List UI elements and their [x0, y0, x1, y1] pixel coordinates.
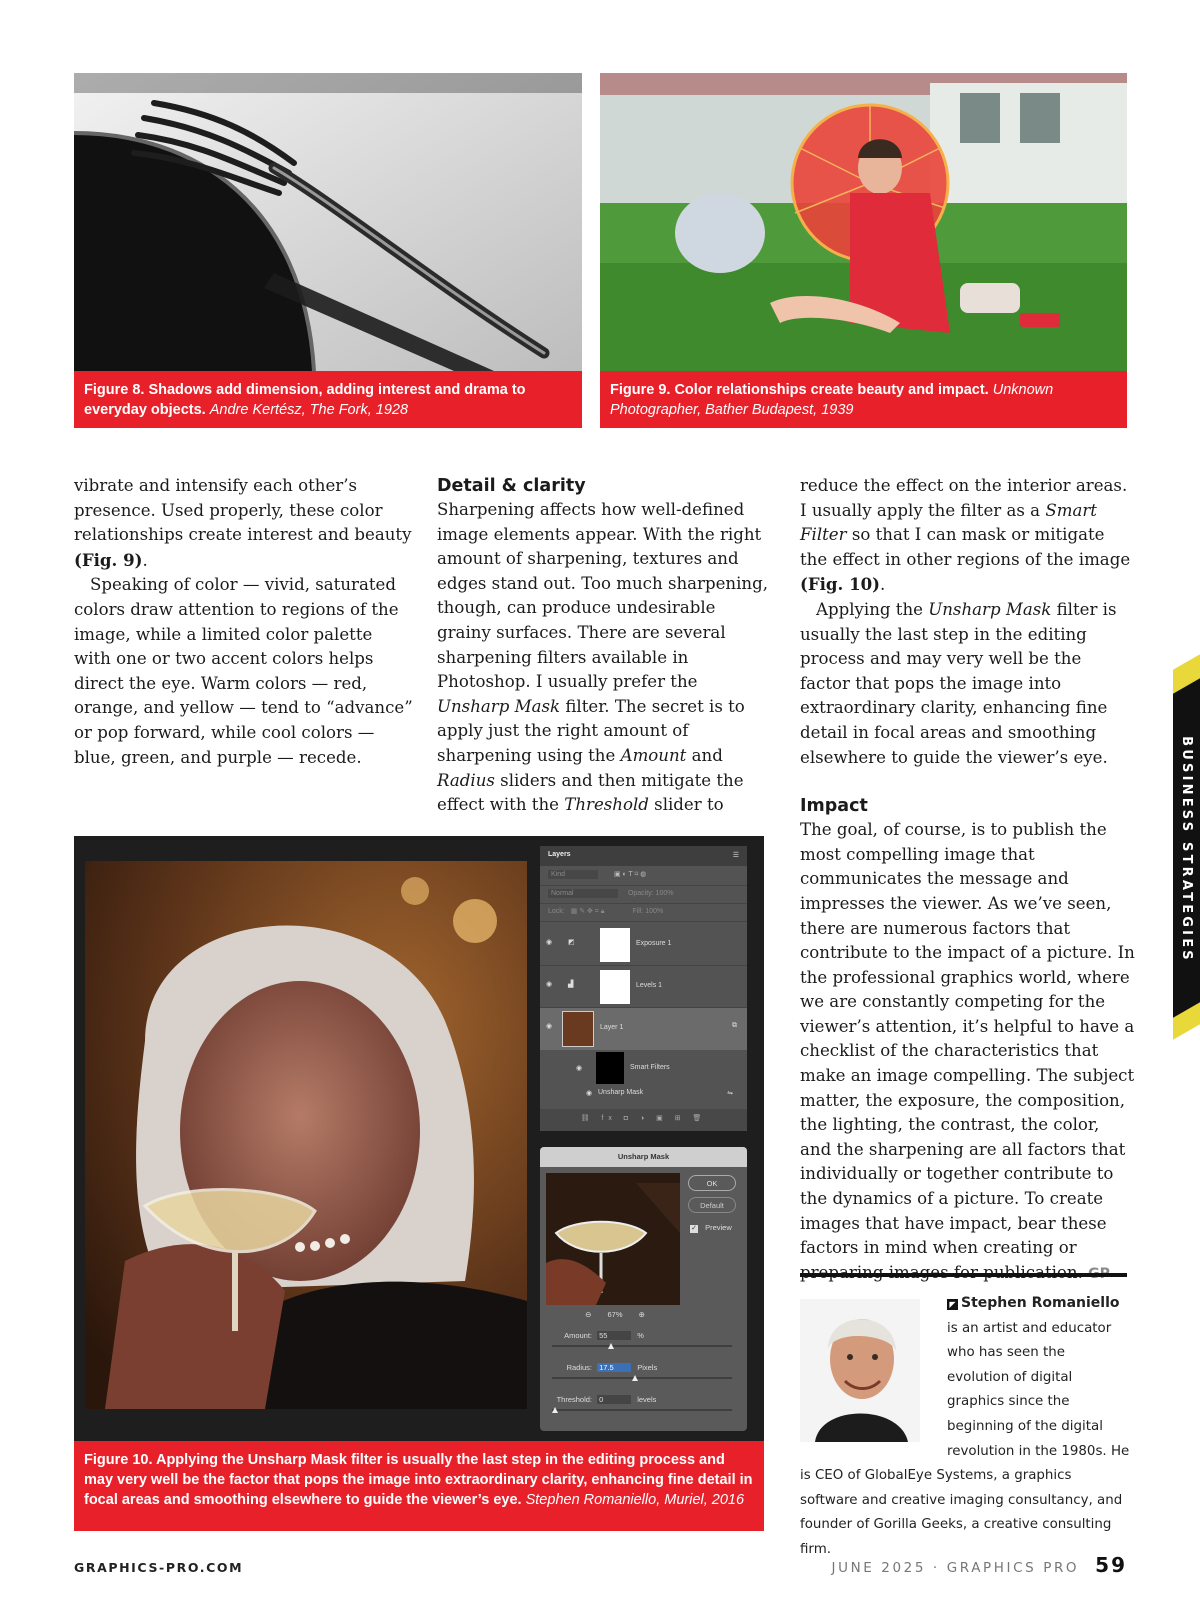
col2-text-a: Sharpening affects how well-defined image elements appear. With the right amount of sharpening, textures and edges stand out. Too much sharpening, though, can produce undesirable grainy surfaces. There are several sharpening filters available in Photoshop. I usually prefer the [437, 500, 768, 692]
column-1-period: . [142, 550, 148, 570]
preview-checkbox[interactable]: ✓ [691, 1225, 697, 1232]
dialog-title-bar: Unsharp Mask [540, 1147, 747, 1167]
figure-9-reference: (Fig. 9) [74, 549, 143, 570]
layer-name-exposure: Exposure 1 [636, 940, 672, 947]
layers-lock-row [540, 904, 747, 922]
side-tab-label: BUSINESS STRATEGIES [1179, 735, 1194, 963]
radius-label: Radius: [566, 1363, 592, 1372]
threshold-input[interactable]: 0 [597, 1395, 631, 1404]
column-3-paragraph-2 [800, 598, 1135, 770]
author-name [947, 1295, 1120, 1311]
threshold-row [546, 1395, 736, 1404]
threshold-unit: levels [637, 1395, 657, 1404]
ok-button[interactable]: OK [688, 1175, 736, 1191]
visibility-eye-icon[interactable]: ◉ [546, 939, 553, 946]
col3-p3-text: The goal, of course, is to publish the most compelling image that communicates the message and impresses the viewer. As we’ve seen, there are numerous factors that contribute to the impact of a picture. In the professional graphics world, where we are constantly competing for the viewer’s attention, it’s helpful to have a checklist of the characteristics that make an image compelling. The subject matter, the exposure, the composition, the lighting, the contrast, the color, and the sharpening are all factors that individually or together contribute to the dynamics of a picture. To create images that have impact, bear these factors in mind when creating or [800, 820, 1135, 1258]
panel-menu-icon[interactable]: ☰ [732, 852, 739, 859]
lock-icons[interactable]: ▦ ✎ ✥ ⌗ 🔒︎ [570, 908, 605, 915]
radius-slider[interactable] [552, 1377, 732, 1379]
amount-slider[interactable] [552, 1345, 732, 1347]
layers-filter-row [540, 866, 747, 886]
footer-folio [832, 1553, 1128, 1577]
radius-unit: Pixels [637, 1363, 658, 1372]
zoom-row [570, 1310, 660, 1319]
amount-unit: % [637, 1331, 644, 1340]
figure-9-caption-title: Figure 9. Color relationships create beauty and impact. [610, 382, 989, 398]
figure-8-caption-credit: Andre Kertész, The Fork, 1928 [209, 402, 409, 418]
col3-text-b: so that I can mask or mitigate the effect in other regions of the image [800, 525, 1131, 569]
col2-italic-radius: Radius [437, 770, 495, 790]
blend-mode-select[interactable]: Normal [548, 889, 618, 898]
fill-label: Fill: [632, 908, 644, 915]
heading-detail-clarity: Detail & clarity [437, 476, 586, 496]
heading-impact: Impact [800, 796, 868, 817]
column-2 [437, 474, 772, 818]
threshold-slider-handle[interactable] [552, 1407, 558, 1413]
figure-10-frame [74, 836, 764, 1441]
col3-period: . [880, 575, 886, 595]
unsharp-mask-filter-row[interactable] [540, 1088, 747, 1102]
column-3-paragraph-1 [800, 474, 1135, 598]
col2-italic-amount: Amount [620, 745, 687, 765]
zoom-out-icon[interactable]: ⊖ [585, 1310, 592, 1319]
layers-tab[interactable]: Layers [548, 851, 571, 858]
visibility-eye-icon[interactable]: ◉ [586, 1090, 593, 1097]
lock-label: Lock: [548, 908, 565, 915]
figure-9-caption [600, 371, 1127, 428]
amount-slider-handle[interactable] [608, 1343, 614, 1349]
section-side-tab [1173, 676, 1200, 1022]
figure-8-photo [74, 73, 582, 371]
col3-p2-text-b: filter is usually the last step in the editing process and may very well be the factor that pops the image into extraordinary clarity, enhancing fine detail in focal areas and smoothing elsewhere to guide the viewer’s eye. [800, 599, 1117, 767]
layers-blend-row [540, 886, 747, 904]
author-portrait [800, 1299, 920, 1442]
levels-adjustment-icon: ▟ [568, 981, 574, 988]
layer-row-exposure[interactable] [540, 924, 747, 966]
side-tab-label-wrap [1173, 676, 1200, 1022]
smart-filters-row[interactable] [540, 1050, 747, 1086]
column-3 [800, 474, 1135, 1286]
filter-icons[interactable]: ▣ ◐ T ⌑ ◍ [613, 871, 647, 878]
col2-text-d: sliders and then mitigate the effect with the [437, 770, 744, 815]
radius-input[interactable]: 17.5 [597, 1363, 631, 1372]
visibility-eye-icon[interactable]: ◉ [546, 981, 553, 988]
layers-panel [540, 846, 747, 1131]
opacity-label: Opacity: [627, 890, 654, 897]
figure-10-reference: (Fig. 10) [800, 574, 881, 595]
threshold-label: Threshold: [556, 1395, 592, 1404]
figure-8-caption [74, 371, 582, 428]
author-bio [800, 1291, 1130, 1563]
author-bio-text: is an artist and educator who has seen the evolution of digital graphics since the beginning of the digital revolution in the 1980s. He is CEO of GlobalEye Systems, a graphics software and creative imaging consultancy, and founder of Gorilla Geeks, a creative consulting firm. [800, 1320, 1130, 1557]
zoom-level: 67% [607, 1310, 623, 1319]
visibility-eye-icon[interactable]: ◉ [546, 1023, 553, 1030]
muriel-photo-graphic [85, 861, 527, 1409]
footer-website: GRAPHICS-PRO.COM [74, 1560, 244, 1575]
bio-divider [800, 1273, 1127, 1277]
bather-photo-graphic [600, 73, 1127, 371]
page-number: 59 [1095, 1553, 1127, 1577]
amount-row [546, 1331, 736, 1340]
layer-thumbnail [562, 1011, 594, 1047]
figure-8-caption-title: Figure 8. Shadows add dimension, adding interest and drama to everyday objects. [84, 382, 526, 418]
amount-label: Amount: [564, 1331, 592, 1340]
zoom-in-icon[interactable]: ⊕ [638, 1310, 645, 1319]
opacity-value[interactable]: 100% [655, 890, 674, 897]
layers-panel-header [540, 846, 747, 866]
layer-mask-thumbnail [600, 970, 630, 1004]
figure-10-photo [85, 861, 527, 1409]
unsharp-mask-filter-label: Unsharp Mask [598, 1089, 644, 1096]
col3-text-a: reduce the effect on the interior areas. I usually apply the filter as a [800, 476, 1128, 520]
default-button[interactable]: Default [688, 1197, 736, 1213]
visibility-eye-icon[interactable]: ◉ [576, 1065, 583, 1072]
smart-filters-label: Smart Filters [630, 1064, 670, 1071]
layer-row-layer1[interactable] [540, 1008, 747, 1050]
fork-photo-graphic [74, 73, 582, 371]
author-photo-float [800, 1299, 947, 1446]
figure-9-photo [600, 73, 1127, 371]
column-3-paragraph-3 [800, 818, 1135, 1286]
col2-text-c: and [686, 745, 723, 765]
column-2-paragraph-1 [437, 498, 772, 818]
smart-object-icon: ⧉ [732, 1022, 737, 1029]
preview-graphic [546, 1173, 680, 1305]
column-1 [74, 474, 414, 770]
unsharp-mask-dialog [540, 1147, 747, 1431]
amount-input[interactable]: 55 [597, 1331, 631, 1340]
column-1-paragraph-1 [74, 474, 414, 573]
layer-name-layer1: Layer 1 [600, 1024, 624, 1031]
filter-options-icon[interactable]: ⇋ [727, 1090, 733, 1097]
col2-text-b: filter. The secret is to apply just the right amount of sharpening using the [437, 696, 745, 765]
layers-search-input[interactable]: Kind [548, 870, 598, 879]
smart-filter-mask-thumbnail [596, 1052, 624, 1084]
col3-italic-smart-filter: Smart Filter [800, 500, 1097, 545]
exposure-adjustment-icon: ◩ [568, 939, 575, 946]
radius-row [546, 1363, 736, 1372]
preview-label: Preview [705, 1223, 732, 1232]
figure-10-caption-credit: Stephen Romaniello, Muriel, 2016 [525, 1492, 745, 1508]
column-1-text-1: vibrate and intensify each other’s presence. Used properly, these color relationships create interest and beauty [74, 476, 412, 545]
col3-italic-unsharp: Unsharp Mask [928, 599, 1052, 619]
col2-italic-unsharp: Unsharp Mask [437, 696, 561, 716]
threshold-slider[interactable] [552, 1409, 732, 1411]
col2-italic-threshold: Threshold [564, 795, 649, 815]
col2-text-e: slider to [648, 795, 724, 815]
layer-mask-thumbnail [600, 928, 630, 962]
figure-9-caption-credit: Unknown Photographer, Bather Budapest, 1939 [610, 382, 1054, 418]
footer-issue: JUNE 2025 · GRAPHICS PRO [831, 1560, 1080, 1576]
layer-row-levels[interactable] [540, 966, 747, 1008]
figure-10-caption [74, 1441, 764, 1531]
layer-action-icons[interactable]: ⛓ fx ◘ ◑ ▣ ⊞ 🗑︎ [580, 1115, 707, 1122]
figure-10-caption-title: Figure 10. Applying the Unsharp Mask filter is usually the last step in the editing process and may very well be the factor that pops the image into extraordinary clarity, enhancing fine detail in focal areas and smoothing elsewhere to guide the viewer’s eye. [84, 1452, 753, 1508]
col3-p2-text-a: Applying the [816, 599, 929, 619]
fill-value[interactable]: 100% [645, 908, 664, 915]
layers-footer-toolbar [540, 1109, 747, 1131]
layer-name-levels: Levels 1 [636, 982, 663, 989]
dialog-preview-image [546, 1173, 680, 1305]
author-name-text: Stephen Romaniello [961, 1295, 1120, 1311]
author-marker-icon: ◤ [947, 1299, 958, 1310]
radius-slider-handle[interactable] [632, 1375, 638, 1381]
preview-checkbox-row[interactable] [690, 1223, 732, 1233]
column-1-paragraph-2: Speaking of color — vivid, saturated colors draw attention to regions of the image, while a limited color palette with one or two accent colors helps direct the eye. Warm colors — red, orange, and yellow — tend to “advance” or pop forward, while cool colors — blue, green, and purple — recede. [74, 575, 413, 767]
